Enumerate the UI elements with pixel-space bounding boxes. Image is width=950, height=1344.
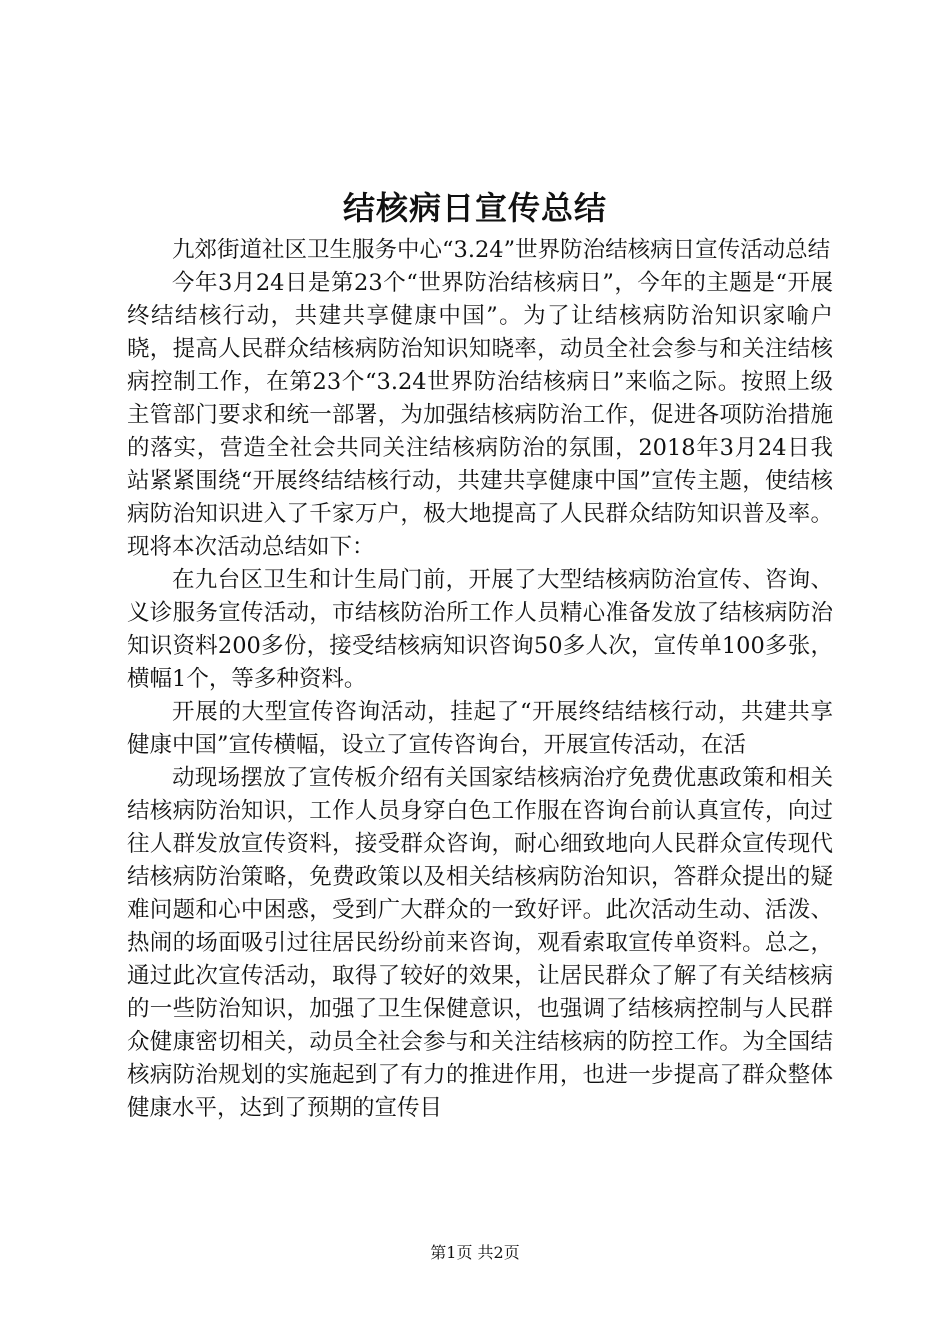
paragraph-summary: 动现场摆放了宣传板介绍有关国家结核病治疗免费优惠政策和相关结核病防治知识，工作人员身穿白色工作服在咨询台前认真宣传，向过往人群发放宣传资料，接受群众咨询，耐心细致地向人民群众宣传现代结核病防治策略，免费政策以及相关结核病防治知识，答群众提出的疑难问题和心中困惑，受到广大群众的一致好评。此次活动生动、活泼、热闹的场面吸引过往居民纷纷前来咨询，观看索取宣传单资料。总之，通过此次宣传活动，取得了较好的效果，让居民群众了解了有关结核病的一些防治知识，加强了卫生保健意识，也强调了结核病控制与人民群众健康密切相关，动员全社会参与和关注结核病的防控工作。为全国结核病防治规划的实施起到了有力的推进作用，也进一步提高了群众整体健康水平，达到了预期的宣传目: [127, 765, 833, 1121]
document-body: [127, 234, 833, 1125]
document-title: 结核病日宣传总结: [342, 189, 607, 227]
paragraph-banner: 开展的大型宣传咨询活动，挂起了“开展终结结核行动，共建共享健康中国”宣传横幅，设立了宣传咨询台，开展宣传活动，在活: [127, 699, 833, 758]
page-number-footer: 第1页 共2页: [430, 1243, 520, 1262]
paragraph-event: 在九台区卫生和计生局门前，开展了大型结核病防治宣传、咨询、义诊服务宣传活动，市结核防治所工作人员精心准备发放了结核病防治知识资料200多份，接受结核病知识咨询50多人次，宣传单100多张，横幅1个，等多种资料。: [127, 567, 833, 692]
paragraph-heading: 九郊街道社区卫生服务中心“3.24”世界防治结核病日宣传活动总结: [172, 237, 831, 263]
paragraph-intro: 今年3月24日是第23个“世界防治结核病日”，今年的主题是“开展终结结核行动，共建共享健康中国”。为了让结核病防治知识家喻户晓，提高人民群众结核病防治知识知晓率，动员全社会参与和关注结核病控制工作，在第23个“3.24世界防治结核病日”来临之际。按照上级主管部门要求和统一部署，为加强结核病防治工作，促进各项防治措施的落实，营造全社会共同关注结核病防治的氛围，2018年3月24日我站紧紧围绕“开展终结结核行动，共建共享健康中国”宣传主题，使结核病防治知识进入了千家万户，极大地提高了人民群众结防知识普及率。现将本次活动总结如下：: [127, 270, 833, 560]
